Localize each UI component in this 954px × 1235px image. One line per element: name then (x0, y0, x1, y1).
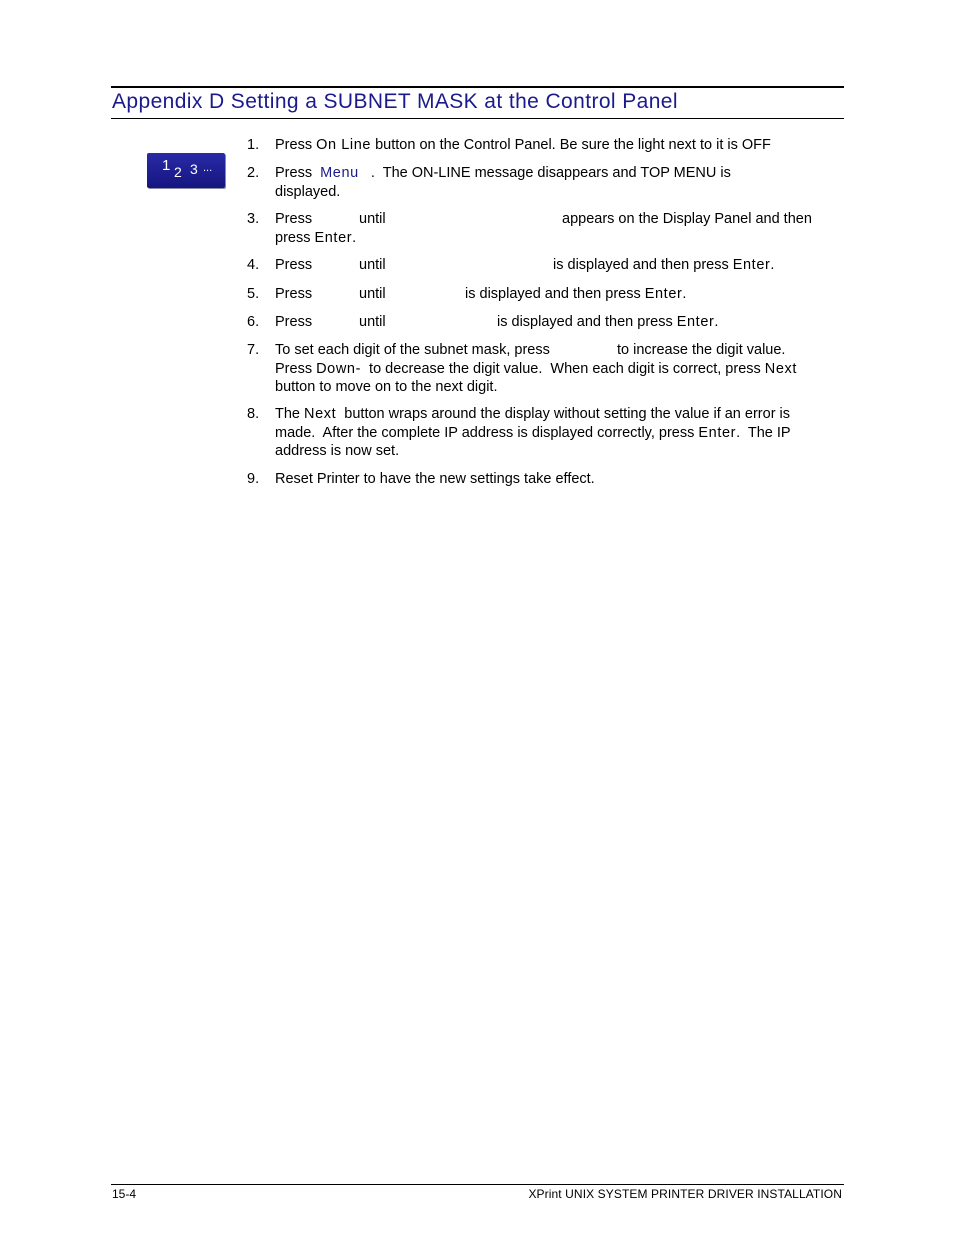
keyword-enter: Enter (314, 229, 353, 246)
step-text (275, 341, 847, 397)
icon-ellipsis: ... (203, 162, 213, 174)
step-number: 4. (247, 257, 260, 273)
step-number: 2. (247, 165, 260, 181)
step-text-part: is displayed and then press (553, 257, 733, 273)
keyword-down: Down- (316, 360, 361, 377)
step-text-part: displayed. (275, 183, 341, 200)
step-text (275, 256, 847, 275)
step-text-part (497, 313, 718, 332)
step-number: 7. (247, 342, 260, 358)
step-number: 6. (247, 314, 260, 330)
step-number: 8. (247, 406, 260, 422)
step-text-part: Reset Printer to have the new settings take effect. (275, 471, 595, 487)
step-text-part (465, 285, 686, 304)
step-text-part: . (714, 314, 719, 330)
page-heading: Appendix D Setting a SUBNET MASK at the Control Panel (112, 90, 678, 113)
step-text (275, 164, 847, 201)
step-text-part: appears on the Display Panel and then (562, 211, 812, 227)
step-text-part: until (359, 314, 386, 330)
step-text-part: Press (275, 360, 317, 377)
step-text-part (275, 406, 790, 422)
step-text-part: Press (275, 257, 313, 273)
step-text-part: until (359, 286, 386, 302)
step-text-part: . The IP (736, 424, 791, 441)
keyword-enter: Enter (676, 314, 715, 330)
step-text-part: . (352, 229, 357, 246)
step-text-part: Press (275, 165, 321, 181)
keyword-on-line: On Line (316, 137, 372, 153)
page-number: 15-4 (112, 1187, 137, 1201)
step-text-part: made. After the complete IP address is displayed correctly, press (275, 424, 699, 441)
top-rule (111, 86, 844, 88)
step-text-part (275, 361, 797, 377)
keyword-menu: Menu (320, 165, 359, 181)
keyword-enter: Enter (732, 257, 771, 273)
step-text (275, 313, 847, 332)
keyword-next: Next (304, 406, 337, 422)
step-text (275, 285, 847, 304)
step-text (275, 470, 847, 489)
step-text-part: . (682, 286, 687, 302)
icon-digit-1: 1 (162, 157, 171, 174)
step-number: 5. (247, 286, 260, 302)
step-text-part: to increase the digit value. (617, 342, 786, 358)
icon-digit-3: 3 (190, 161, 198, 177)
step-text-part (275, 425, 791, 441)
step-number: 9. (247, 471, 260, 487)
step-text (275, 210, 847, 247)
step-text-part: To set each digit of the subnet mask, press (275, 342, 550, 358)
step-number: 1. (247, 137, 260, 153)
step-text-part: button on the Control Panel. Be sure the light next to it is OFF (371, 137, 771, 153)
step-text-part: is displayed and then press (465, 286, 645, 302)
step-text-part: . (770, 257, 775, 273)
step-text-part: Press (275, 211, 313, 227)
heading-rule (111, 118, 844, 119)
document-title: XPrint UNIX SYSTEM PRINTER DRIVER INSTALLATION (528, 1187, 842, 1201)
step-text-part: until (359, 211, 386, 227)
step-text-part: Press (275, 314, 313, 330)
keyword-next: Next (764, 360, 798, 377)
keyword-enter: Enter (698, 424, 737, 441)
step-text-part: Press (275, 286, 313, 302)
step-text-part: Press (275, 137, 317, 153)
step-text-part: until (359, 257, 386, 273)
numbered-steps-icon (147, 153, 225, 188)
keyword-enter: Enter (644, 286, 683, 302)
step-text (275, 405, 847, 461)
step-text-part: . The ON-LINE message disappears and TOP MENU is (358, 165, 731, 181)
step-text-part: The (275, 406, 305, 422)
step-text-part (553, 256, 774, 275)
step-text-part: to decrease the digit value. When each digit is correct, press (361, 360, 765, 377)
step-text-part: button wraps around the display without setting the value if an error is (336, 406, 791, 422)
step-text-part: press (275, 229, 315, 246)
step-text-part: is displayed and then press (497, 314, 677, 330)
step-number: 3. (247, 211, 260, 227)
step-text-part: button to move on to the next digit. (275, 379, 498, 395)
step-text-part: address is now set. (275, 443, 400, 459)
footer-rule (111, 1184, 844, 1185)
icon-digit-2: 2 (174, 164, 182, 180)
step-text (275, 136, 847, 155)
